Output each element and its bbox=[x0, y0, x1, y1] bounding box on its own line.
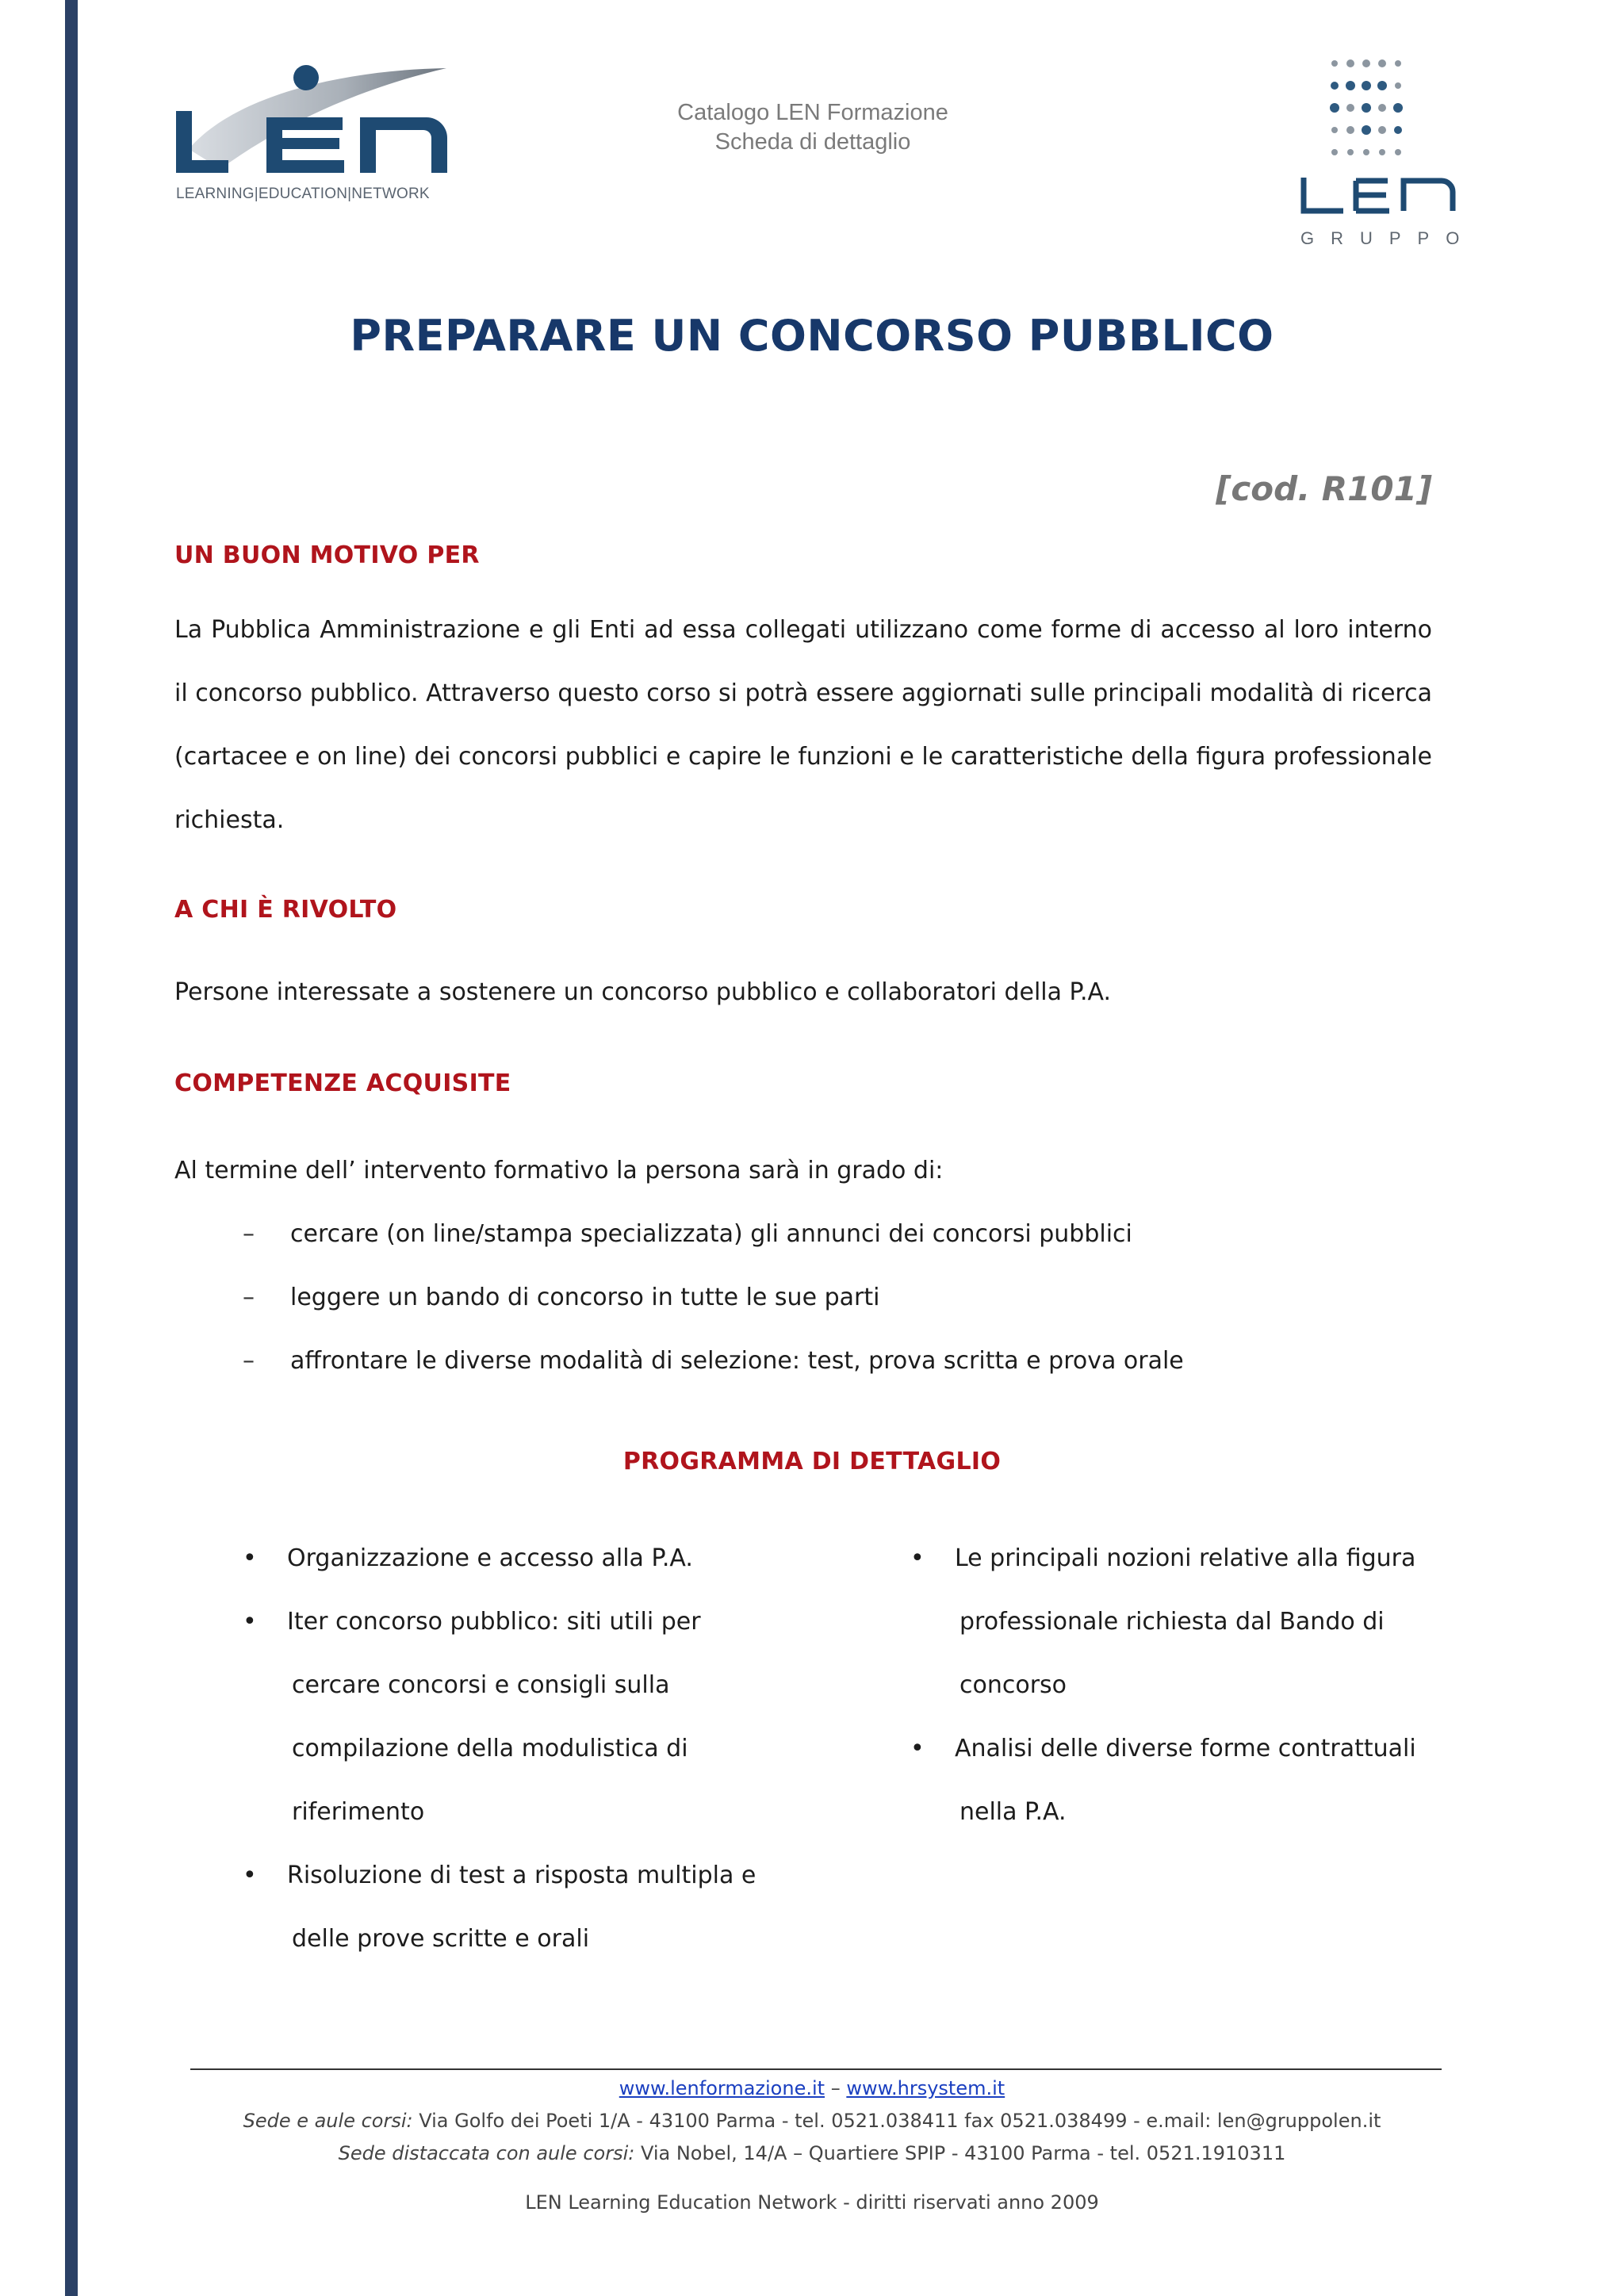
len-gruppo-graphic bbox=[1293, 54, 1483, 220]
catalog-heading bbox=[603, 98, 1023, 157]
lenformazione-link[interactable]: www.lenformazione.it bbox=[619, 2077, 825, 2099]
programma-right-list bbox=[910, 1527, 1457, 1844]
competenze-item bbox=[243, 1347, 1184, 1375]
footer-link-separator: – bbox=[830, 2077, 841, 2099]
programma-item-line: Le principali nozioni relative alla figura bbox=[955, 1544, 1416, 1572]
programma-left-column bbox=[243, 1527, 782, 1971]
sede2-label: Sede distaccata con aule corsi: bbox=[338, 2142, 635, 2164]
logo-tagline: LEARNING|EDUCATION|NETWORK bbox=[176, 186, 430, 202]
programma-item-line: Risoluzione di test a risposta multipla e bbox=[287, 1862, 756, 1889]
sede2-text: Via Nobel, 14/A – Quartiere SPIP - 43100 Parma - tel. 0521.1910311 bbox=[634, 2142, 1286, 2164]
competenze-intro: Al termine dell’ intervento formativo la persona sarà in grado di: bbox=[174, 1157, 944, 1184]
programma-item bbox=[910, 1717, 1457, 1844]
gruppo-label: GRUPPO bbox=[1300, 228, 1477, 248]
programma-item-line: compilazione della modulistica di bbox=[292, 1735, 688, 1762]
hrsystem-link[interactable]: www.hrsystem.it bbox=[846, 2077, 1005, 2099]
bullet-marker: • bbox=[910, 1544, 925, 1572]
competenze-item-text: affrontare le diverse modalità di selezione: test, prova scritta e prova orale bbox=[290, 1347, 1184, 1375]
bullet-marker: • bbox=[910, 1735, 925, 1762]
programma-item-line: delle prove scritte e orali bbox=[292, 1925, 590, 1953]
footer-rights: LEN Learning Education Network - diritti riservati anno 2009 bbox=[525, 2191, 1099, 2214]
gruppo-len-letters bbox=[1304, 178, 1453, 211]
programma-item bbox=[243, 1527, 782, 1590]
programma-item-line: Iter concorso pubblico: siti utili per bbox=[287, 1608, 701, 1636]
motivo-paragraph: La Pubblica Amministrazione e gli Enti ad essa collegati utilizzano come forme di accesso al loro interno il concorso pubblico. Attraverso questo corso si potrà essere aggiornati sulle principali modalità di ricerca (cartacee e on line) dei concorsi pubblici e capire le funzioni e le caratteristiche della figura professionale richiesta. bbox=[174, 616, 1432, 834]
sede-text: Via Golfo dei Poeti 1/A - 43100 Parma - tel. 0521.038411 fax 0521.038499 - e.mail: len@gruppolen.it bbox=[412, 2110, 1381, 2132]
logo-dot bbox=[293, 65, 319, 90]
programma-item-line: riferimento bbox=[292, 1798, 425, 1826]
competenze-item bbox=[243, 1284, 879, 1311]
logo-letter-n bbox=[360, 117, 447, 173]
programma-item-line: nella P.A. bbox=[959, 1798, 1067, 1826]
footer-links bbox=[0, 2077, 1624, 2099]
dash-marker: – bbox=[243, 1347, 255, 1375]
bullet-marker: • bbox=[243, 1862, 257, 1889]
competenze-item-text: cercare (on line/stampa specializzata) gli annunci dei concorsi pubblici bbox=[290, 1220, 1132, 1248]
programma-item bbox=[243, 1590, 782, 1844]
footer-sede bbox=[0, 2110, 1624, 2132]
dash-marker: – bbox=[243, 1220, 255, 1248]
programma-item bbox=[243, 1844, 782, 1971]
course-code: [cod. R101] bbox=[1216, 469, 1432, 508]
programma-item-line: concorso bbox=[959, 1671, 1067, 1699]
len-logo-graphic bbox=[173, 62, 458, 189]
rivolto-text: Persone interessate a sostenere un concorso pubblico e collaboratori della P.A. bbox=[174, 978, 1112, 1006]
course-title: PREPARARE UN CONCORSO PUBBLICO bbox=[350, 311, 1274, 361]
competenze-item-text: leggere un bando di concorso in tutte le sue parti bbox=[290, 1284, 880, 1311]
programma-item-line: Organizzazione e accesso alla P.A. bbox=[287, 1544, 693, 1572]
section-heading-programma: PROGRAMMA DI DETTAGLIO bbox=[622, 1448, 1002, 1475]
programma-item bbox=[910, 1527, 1457, 1717]
programma-item-line: cercare concorsi e consigli sulla bbox=[292, 1671, 670, 1699]
logo-letter-l-base bbox=[176, 160, 228, 173]
logo-letter-e bbox=[266, 117, 344, 173]
programma-right-column bbox=[910, 1527, 1457, 1844]
footer-divider bbox=[190, 2068, 1442, 2070]
programma-item-line: Analisi delle diverse forme contrattuali bbox=[955, 1735, 1416, 1762]
footer-sede-distaccata bbox=[0, 2142, 1624, 2164]
programma-left-list bbox=[243, 1527, 782, 1971]
dot-matrix bbox=[1330, 59, 1403, 155]
section-heading-rivolto: A CHI È RIVOLTO bbox=[174, 896, 397, 924]
catalog-subtitle: Scheda di dettaglio bbox=[714, 129, 911, 155]
dash-marker: – bbox=[243, 1284, 255, 1311]
competenze-item bbox=[243, 1220, 1132, 1248]
catalog-title: Catalogo LEN Formazione bbox=[677, 100, 948, 125]
bullet-marker: • bbox=[243, 1608, 257, 1636]
section-heading-motivo: UN BUON MOTIVO PER bbox=[174, 541, 480, 569]
bullet-marker: • bbox=[243, 1544, 257, 1572]
sede-label: Sede e aule corsi: bbox=[243, 2110, 413, 2132]
section-heading-competenze: COMPETENZE ACQUISITE bbox=[174, 1070, 511, 1097]
programma-item-line: professionale richiesta dal Bando di bbox=[959, 1608, 1385, 1636]
